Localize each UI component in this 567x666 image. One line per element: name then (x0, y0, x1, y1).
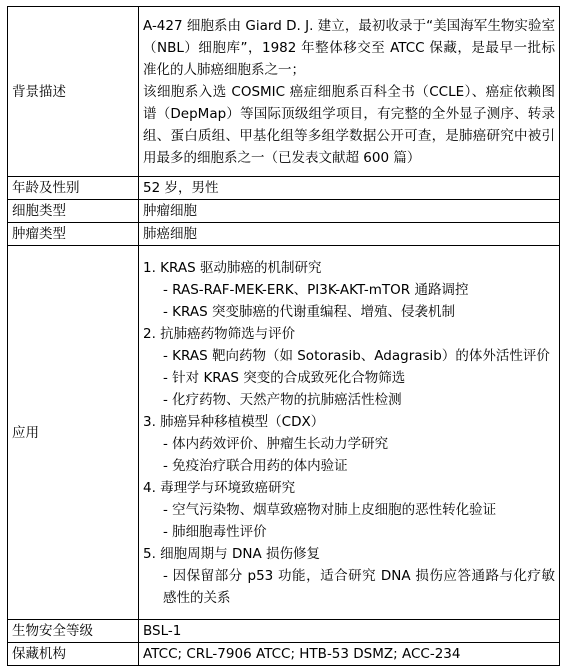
background-paragraph-2: 该细胞系入选 COSMIC 癌症细胞系百科全书（CCLE）、癌症依赖图谱（DepMap）等国际顶级组学项目，有完整的全外显子测序、转录组、蛋白质组、甲基化组等多组学数据公开可查，是肺癌研究中被引用最多的细胞系之一（已发表文献超 600 篇） (143, 83, 555, 166)
row-tumor-type (8, 223, 560, 246)
depository-value: ATCC; CRL-7906 ATCC; HTB-53 DSMZ; ACC-234 (139, 643, 560, 666)
biosafety-value: BSL-1 (139, 620, 560, 643)
age-sex-value: 52 岁，男性 (139, 177, 560, 200)
cell-type-value: 肿瘤细胞 (139, 200, 560, 223)
background-value (139, 7, 560, 177)
application-value (139, 246, 560, 620)
application-subitem: - RAS-RAF-MEK-ERK、PI3K-AKT-mTOR 通路调控 (163, 281, 469, 298)
background-label: 背景描述 (8, 7, 139, 177)
row-application (8, 246, 560, 620)
row-background (8, 7, 560, 177)
application-item: 4. 毒理学与环境致癌研究 (143, 479, 296, 496)
application-subitem: - 空气污染物、烟草致癌物对肺上皮细胞的恶性转化验证 (163, 501, 497, 518)
depository-label: 保藏机构 (8, 643, 139, 666)
row-depository (8, 643, 560, 666)
application-item: 1. KRAS 驱动肺癌的机制研究 (143, 259, 322, 276)
application-subitem: - 因保留部分 p53 功能，适合研究 DNA 损伤应答通路与化疗敏感性的关系 (163, 567, 555, 606)
cell-line-info-table (7, 6, 560, 666)
application-subitem: - 针对 KRAS 突变的合成致死化合物筛选 (163, 369, 406, 386)
application-item: 5. 细胞周期与 DNA 损伤修复 (143, 545, 320, 562)
application-subitem: - KRAS 靶向药物（如 Sotorasib、Adagrasib）的体外活性评价 (163, 347, 550, 364)
row-biosafety (8, 620, 560, 643)
tumor-type-value: 肺癌细胞 (139, 223, 560, 246)
application-label: 应用 (8, 246, 139, 620)
cell-type-label: 细胞类型 (8, 200, 139, 223)
background-paragraph-1: A-427 细胞系由 Giard D. J. 建立，最初收录于“美国海军生物实验室（NBL）细胞库”，1982 年整体移交至 ATCC 保藏，是最早一批标准化的人肺癌细胞系之一； (143, 17, 555, 78)
application-subitem: - 化疗药物、天然产物的抗肺癌活性检测 (163, 391, 402, 408)
row-age-sex (8, 177, 560, 200)
application-item: 2. 抗肺癌药物筛选与评价 (143, 325, 296, 342)
application-item: 3. 肺癌异种移植模型（CDX） (143, 413, 325, 430)
application-subitem: - 肺细胞毒性评价 (163, 523, 267, 540)
tumor-type-label: 肿瘤类型 (8, 223, 139, 246)
row-cell-type (8, 200, 560, 223)
biosafety-label: 生物安全等级 (8, 620, 139, 643)
application-subitem: - 体内药效评价、肿瘤生长动力学研究 (163, 435, 389, 452)
application-subitem: - KRAS 突变肺癌的代谢重编程、增殖、侵袭机制 (163, 303, 455, 320)
age-sex-label: 年龄及性别 (8, 177, 139, 200)
application-subitem: - 免疫治疗联合用药的体内验证 (163, 457, 348, 474)
